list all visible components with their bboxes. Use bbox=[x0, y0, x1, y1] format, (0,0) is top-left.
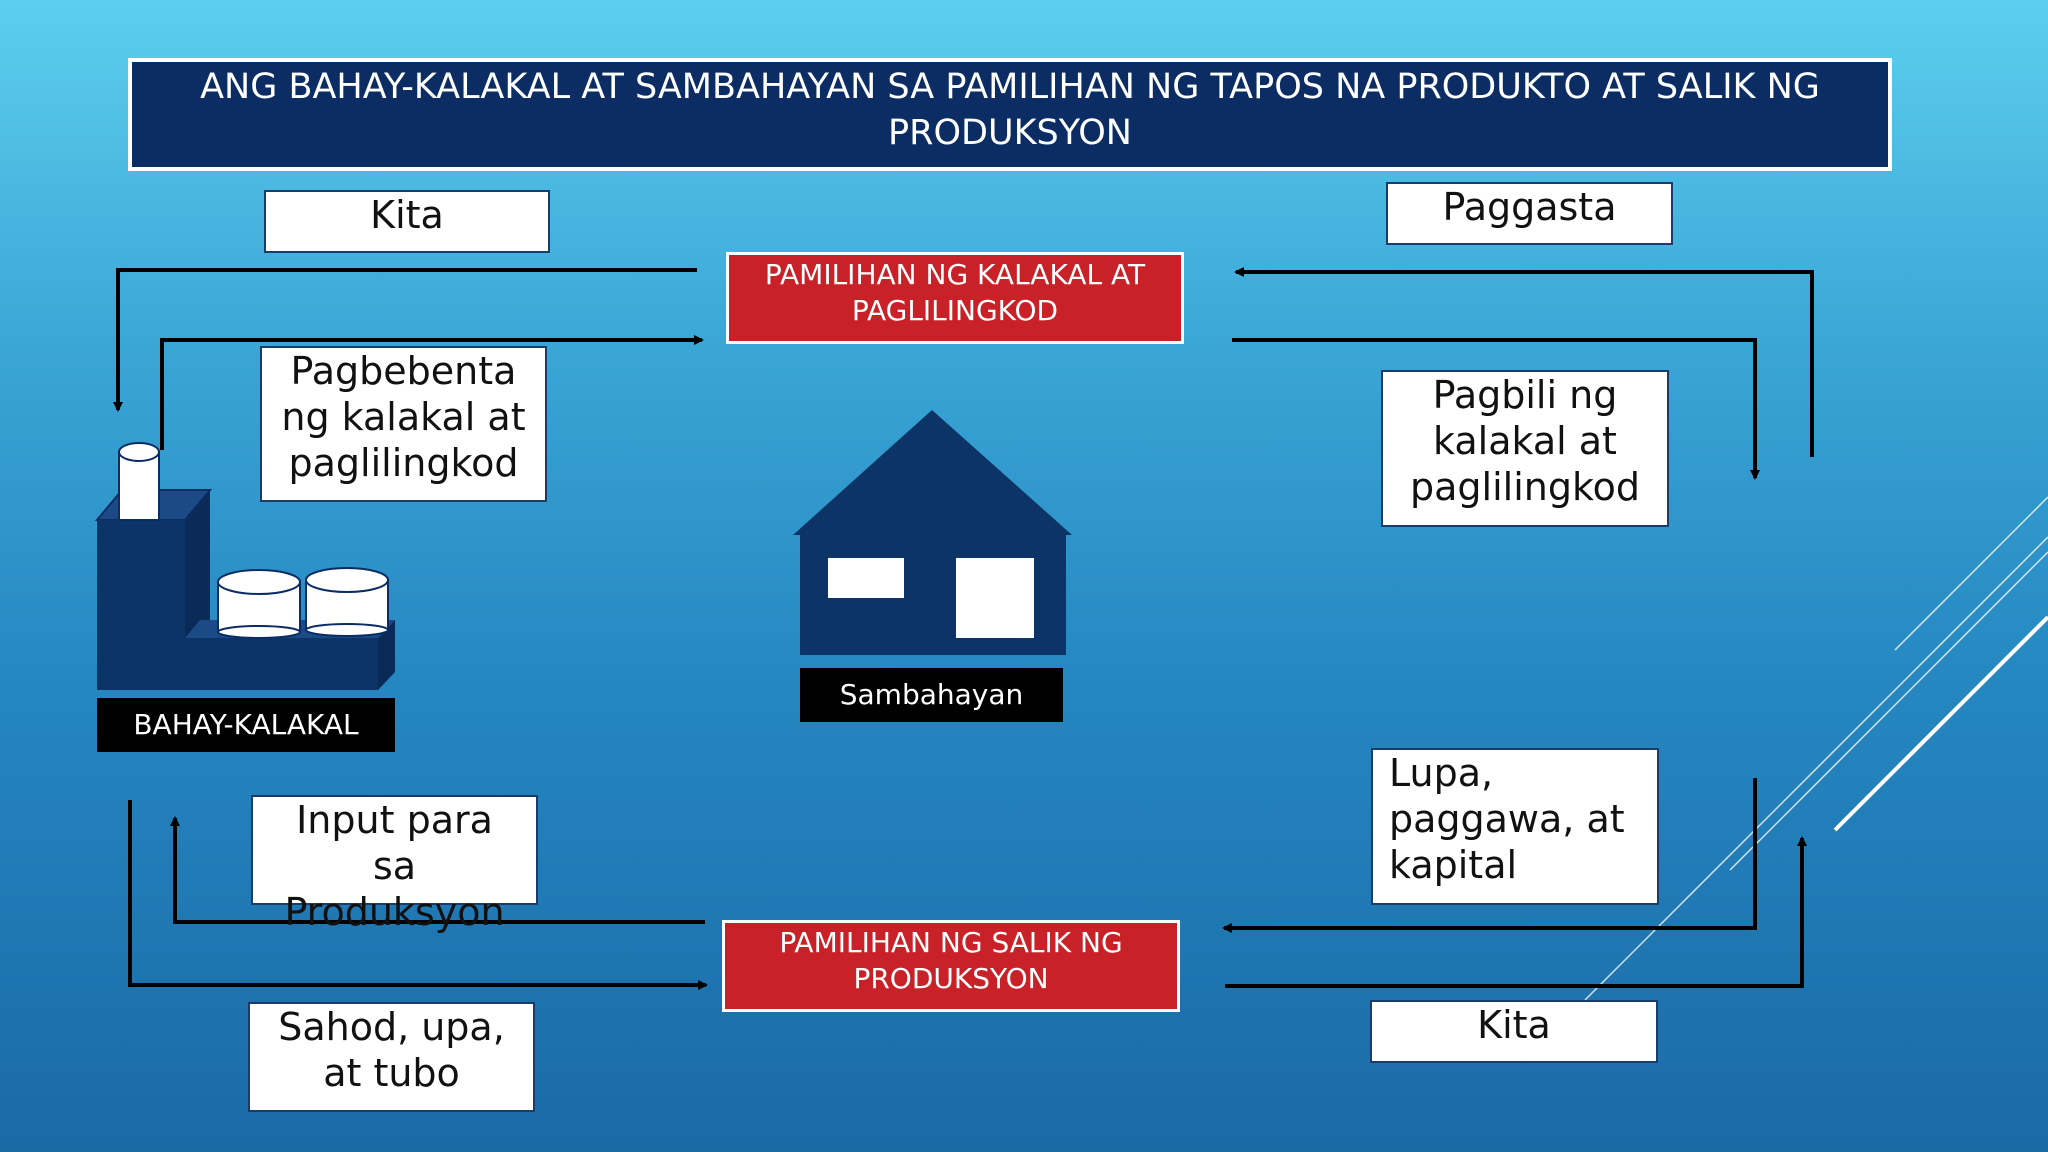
house-icon bbox=[793, 410, 1072, 655]
household-label: Sambahayan bbox=[800, 668, 1063, 722]
label-kita-bottom: Kita bbox=[1370, 1000, 1658, 1063]
goods-market-box: PAMILIHAN NG KALAKAL AT PAGLILINGKOD bbox=[726, 252, 1184, 344]
page-title: ANG BAHAY-KALAKAL AT SAMBAHAYAN SA PAMILIHAN NG TAPOS NA PRODUKTO AT SALIK NG PRODUKSYON bbox=[128, 58, 1892, 171]
label-paggasta: Paggasta bbox=[1386, 182, 1673, 245]
label-pagbili: Pagbili ng kalakal at paglilingkod bbox=[1381, 370, 1669, 527]
firm-label: BAHAY-KALAKAL bbox=[97, 698, 395, 752]
label-lupa: Lupa, paggawa, at kapital bbox=[1371, 748, 1659, 905]
label-pagbebenta: Pagbebenta ng kalakal at paglilingkod bbox=[260, 346, 547, 502]
factors-market-box: PAMILIHAN NG SALIK NG PRODUKSYON bbox=[722, 920, 1180, 1012]
label-sahod: Sahod, upa, at tubo bbox=[248, 1002, 535, 1112]
label-input: Input para sa Produksyon bbox=[251, 795, 538, 905]
label-kita-top: Kita bbox=[264, 190, 550, 253]
